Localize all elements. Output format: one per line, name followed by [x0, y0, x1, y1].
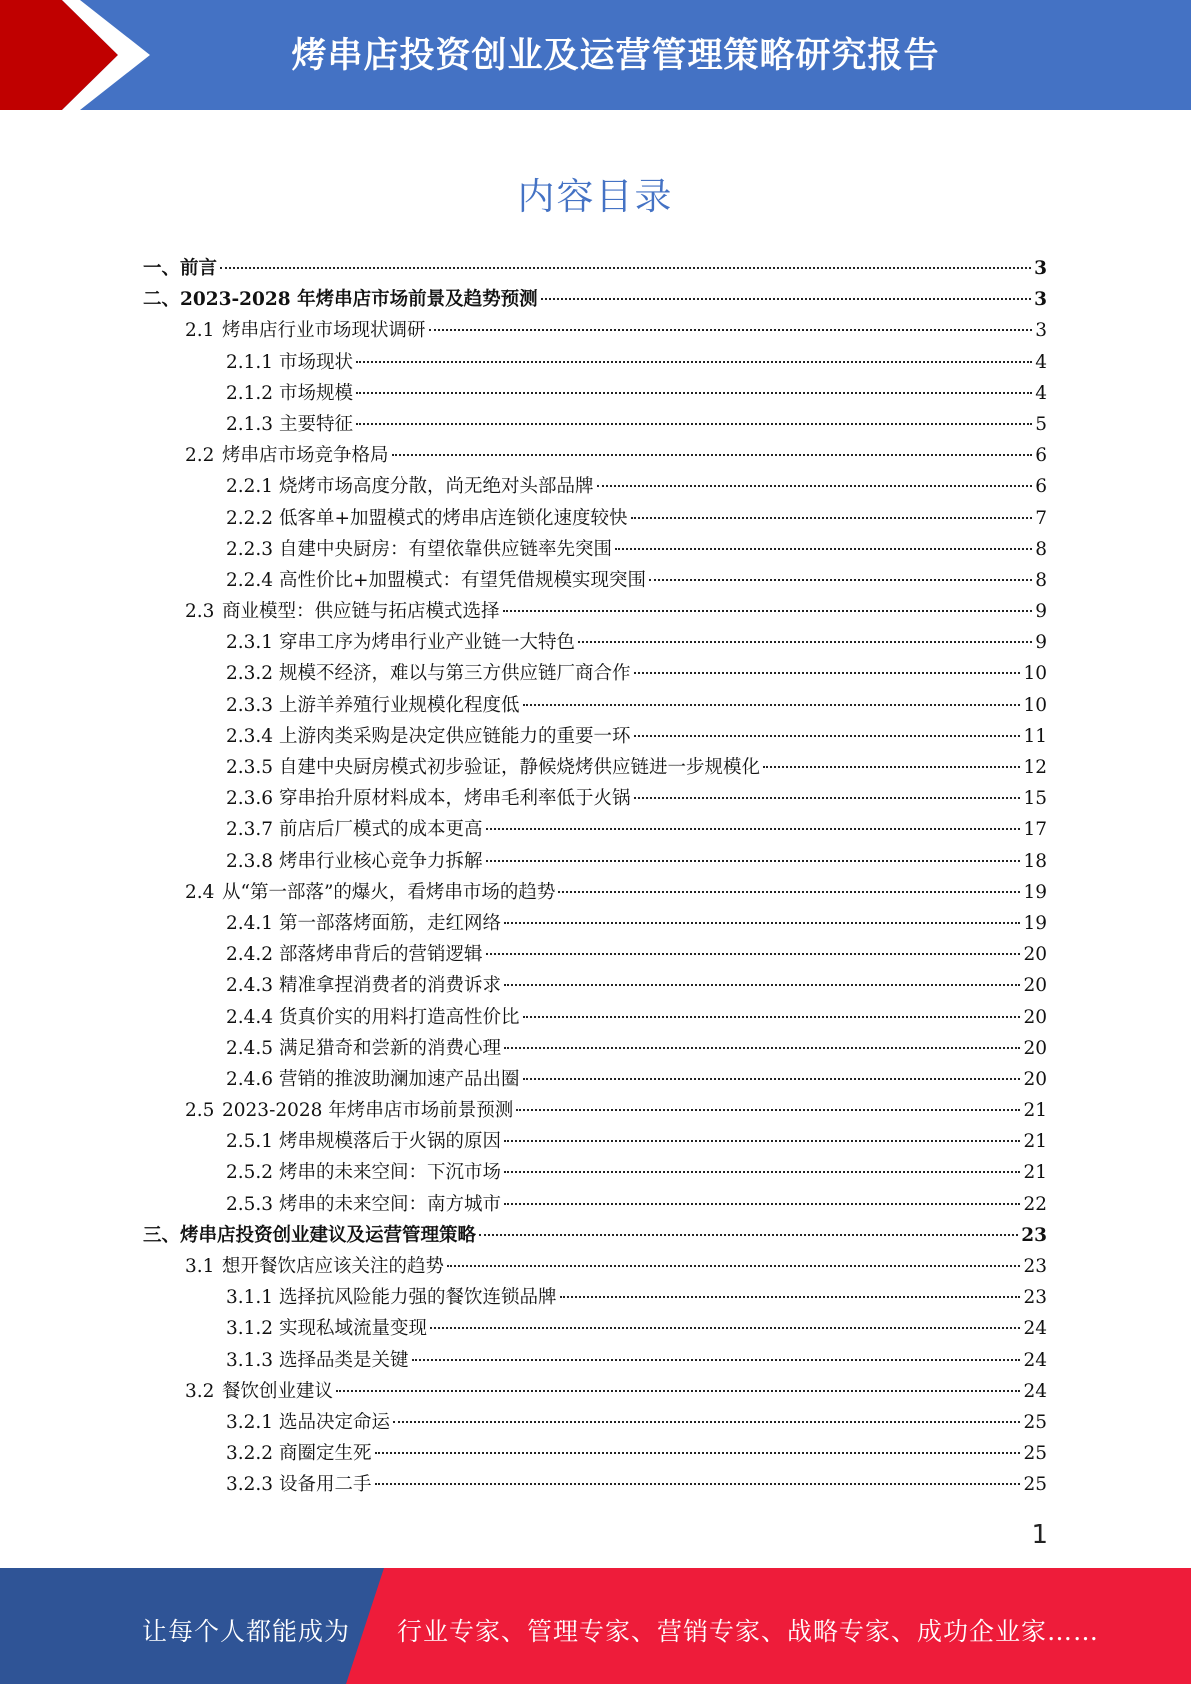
- toc-entry-number: 2.3.4: [226, 725, 274, 747]
- header-banner: [0, 0, 1191, 110]
- toc-entry-page: 23: [1021, 1224, 1047, 1246]
- toc-entry[interactable]: [143, 628, 1047, 659]
- toc-entry-page: 3: [1034, 289, 1047, 311]
- toc-entry-title: 上游肉类采购是决定供应链能力的重要一环: [279, 725, 631, 747]
- toc-entry-page: 10: [1023, 694, 1047, 716]
- toc-entry-page: 10: [1023, 663, 1047, 685]
- toc-entry-title: 设备用二手: [279, 1474, 372, 1496]
- toc-entry[interactable]: [143, 1470, 1047, 1501]
- dot-leader: [336, 1390, 1020, 1392]
- toc-entry[interactable]: [143, 1096, 1047, 1127]
- toc-entry-page: 21: [1023, 1131, 1047, 1153]
- dot-leader: [393, 1421, 1020, 1423]
- page-number: 1: [1031, 1520, 1048, 1550]
- dot-leader: [486, 953, 1021, 955]
- dot-leader: [479, 1234, 1018, 1236]
- toc-entry-title: 第一部落烤面筋，走红网络: [279, 912, 502, 934]
- toc-entry-page: 25: [1023, 1474, 1047, 1496]
- footer-slogan-left: 让每个人都能成为: [142, 1617, 351, 1646]
- dot-leader: [578, 641, 1032, 643]
- toc-entry-title: 烤串行业核心竞争力拆解: [279, 850, 483, 872]
- dot-leader: [504, 1203, 1020, 1205]
- toc-entry-number: 2.5: [185, 1100, 215, 1122]
- toc-entry-page: 23: [1023, 1256, 1047, 1277]
- toc-entry-title: 烤串的未来空间：南方城市: [279, 1193, 502, 1215]
- toc-entry-page: 6: [1035, 445, 1047, 467]
- toc-entry-title: 选品决定命运: [279, 1411, 391, 1433]
- toc-entry[interactable]: [143, 815, 1047, 846]
- toc-entry-number: 2.2: [185, 445, 215, 467]
- toc-entry[interactable]: [143, 940, 1047, 971]
- toc-entry[interactable]: [143, 753, 1047, 784]
- toc-entry[interactable]: [143, 254, 1047, 285]
- toc-entry-number: 2.4.3: [226, 975, 274, 997]
- toc-entry-number: 2.1.2: [226, 382, 274, 404]
- toc-entry-title: 满足猎奇和尝新的消费心理: [279, 1037, 502, 1059]
- dot-leader: [523, 1016, 1021, 1018]
- toc-entry-title: 餐饮创业建议: [222, 1380, 334, 1402]
- toc-entry-title: 低客单+加盟模式的烤串店连锁化速度较快: [279, 507, 628, 529]
- dot-leader: [615, 548, 1032, 550]
- dot-leader: [504, 1140, 1020, 1142]
- toc-entry-page: 22: [1023, 1193, 1047, 1215]
- toc-entry[interactable]: [143, 1065, 1047, 1096]
- toc-entry-page: 8: [1035, 569, 1047, 591]
- toc-entry[interactable]: [143, 1314, 1047, 1345]
- toc-entry-number: 3.2.1: [226, 1411, 274, 1433]
- toc-entry-title: 营销的推波助澜加速产品出圈: [279, 1068, 520, 1090]
- toc-entry-page: 25: [1023, 1443, 1047, 1465]
- dot-leader: [634, 672, 1021, 674]
- dot-leader: [504, 984, 1020, 986]
- toc-entry-number: 2.4: [185, 881, 215, 903]
- toc-entry-page: 12: [1023, 757, 1047, 778]
- toc-entry[interactable]: [143, 1221, 1047, 1252]
- dot-leader: [447, 1265, 1020, 1267]
- toc-entry-number: 2.4.5: [226, 1037, 274, 1059]
- toc-entry[interactable]: [143, 1283, 1047, 1314]
- toc-entry-number: 二、: [143, 289, 181, 311]
- dot-leader: [597, 485, 1033, 487]
- toc-entry-number: 2.5.1: [226, 1131, 274, 1153]
- toc-entry-title: 想开餐饮店应该关注的趋势: [222, 1256, 445, 1277]
- toc-entry[interactable]: [143, 1377, 1047, 1408]
- toc-entry-title: 部落烤串背后的营销逻辑: [279, 944, 483, 966]
- toc-entry-number: 2.3.2: [226, 663, 274, 685]
- toc-entry-title: 货真价实的用料打造高性价比: [279, 1006, 520, 1028]
- toc-entry-title: 2023-2028 年烤串店市场前景及趋势预测: [180, 289, 538, 311]
- toc-entry-title: 烤串店投资创业建议及运营管理策略: [180, 1224, 477, 1246]
- toc-entry-page: 4: [1035, 382, 1047, 404]
- toc-entry[interactable]: [143, 504, 1047, 535]
- toc-entry-page: 20: [1023, 1006, 1047, 1028]
- toc-entry[interactable]: [143, 1034, 1047, 1065]
- toc-entry[interactable]: [143, 535, 1047, 566]
- toc-entry-page: 9: [1035, 632, 1047, 654]
- toc-entry-page: 6: [1035, 476, 1047, 498]
- dot-leader: [412, 1359, 1021, 1361]
- toc-entry-title: 烤串的未来空间：下沉市场: [279, 1162, 502, 1184]
- toc-entry-number: 3.2: [185, 1380, 215, 1402]
- dot-leader: [560, 1296, 1021, 1298]
- dot-leader: [220, 267, 1031, 269]
- toc-entry[interactable]: [143, 379, 1047, 410]
- toc-entry-number: 2.3.5: [226, 757, 274, 778]
- toc-entry[interactable]: [143, 971, 1047, 1002]
- toc-entry-number: 2.1.1: [226, 351, 274, 373]
- report-title: 烤串店投资创业及运营管理策略研究报告: [291, 36, 940, 76]
- toc-entry-title: 实现私域流量变现: [279, 1318, 428, 1340]
- toc-entry-title: 烤串店市场竞争格局: [222, 445, 389, 467]
- toc-entry-title: 精准拿捏消费者的消费诉求: [279, 975, 502, 997]
- dot-leader: [356, 361, 1032, 363]
- toc-entry[interactable]: [143, 1346, 1047, 1377]
- toc-entry-number: 2.1: [185, 320, 215, 342]
- toc-entry-title: 穿串工序为烤串行业产业链一大特色: [279, 632, 576, 654]
- toc-entry-title: 选择抗风险能力强的餐饮连锁品牌: [279, 1287, 557, 1309]
- toc-entry-number: 3.2.3: [226, 1474, 274, 1496]
- dot-leader: [516, 1109, 1020, 1111]
- toc-entry-number: 2.2.2: [226, 507, 274, 529]
- toc-entry-page: 18: [1023, 850, 1047, 872]
- toc-entry-number: 2.2.4: [226, 569, 274, 591]
- toc-entry[interactable]: [143, 441, 1047, 472]
- toc-entry-number: 一、: [143, 258, 181, 279]
- dot-leader: [392, 454, 1033, 456]
- toc-entry-title: 高性价比+加盟模式：有望凭借规模实现突围: [279, 569, 647, 591]
- toc-entry-page: 4: [1035, 351, 1047, 373]
- toc-entry[interactable]: [143, 784, 1047, 815]
- toc-entry-number: 2.3.6: [226, 788, 274, 810]
- toc-entry-number: 2.5.3: [226, 1193, 274, 1215]
- toc-entry[interactable]: [143, 1158, 1047, 1189]
- toc-entry-page: 8: [1035, 538, 1047, 560]
- dot-leader: [523, 1078, 1021, 1080]
- toc-entry-page: 11: [1023, 725, 1047, 747]
- toc-entry-page: 20: [1023, 1068, 1047, 1090]
- toc-entry-page: 24: [1023, 1318, 1047, 1340]
- toc-entry-page: 5: [1035, 413, 1047, 435]
- toc-entry-title: 市场现状: [279, 351, 354, 373]
- toc-entry-page: 19: [1023, 912, 1047, 934]
- toc-entry[interactable]: [143, 472, 1047, 503]
- toc-entry-title: 商业模型：供应链与拓店模式选择: [222, 601, 500, 623]
- dot-leader: [631, 517, 1033, 519]
- toc-entry[interactable]: [143, 1127, 1047, 1158]
- toc-entry-title: 主要特征: [279, 413, 354, 435]
- toc-entry-page: 9: [1035, 601, 1047, 623]
- dot-leader: [523, 704, 1021, 706]
- toc-entry-title: 选择品类是关键: [279, 1349, 409, 1371]
- toc-entry-number: 3.1.2: [226, 1318, 274, 1340]
- toc-entry[interactable]: [143, 878, 1047, 909]
- toc-entry-page: 3: [1035, 320, 1047, 342]
- footer-slogan-right: 行业专家、管理专家、营销专家、战略专家、成功企业家……: [397, 1617, 1100, 1646]
- toc-entry-page: 21: [1023, 1162, 1047, 1184]
- dot-leader: [634, 797, 1021, 799]
- toc-entry-number: 3.1.3: [226, 1349, 274, 1371]
- dot-leader: [486, 828, 1021, 830]
- toc-entry-page: 7: [1035, 507, 1047, 529]
- toc-entry[interactable]: [143, 597, 1047, 628]
- dot-leader: [504, 922, 1020, 924]
- toc-entry-title: 自建中央厨房模式初步验证，静候烧烤供应链进一步规模化: [279, 757, 761, 778]
- dot-leader: [558, 891, 1020, 893]
- toc-entry-number: 2.1.3: [226, 413, 274, 435]
- toc-entry-title: 上游羊养殖行业规模化程度低: [279, 694, 520, 716]
- toc-entry-page: 25: [1023, 1411, 1047, 1433]
- toc-entry-page: 20: [1023, 1037, 1047, 1059]
- toc-entry-number: 2.3: [185, 601, 215, 623]
- toc-entry-title: 2023-2028 年烤串店市场前景预测: [222, 1100, 514, 1122]
- toc-entry-page: 23: [1023, 1287, 1047, 1309]
- dot-leader: [634, 735, 1021, 737]
- dot-leader: [541, 298, 1032, 300]
- toc-entry-number: 3.1: [185, 1256, 215, 1277]
- dot-leader: [503, 610, 1033, 612]
- toc-entry[interactable]: [143, 659, 1047, 690]
- toc-entry-page: 20: [1023, 975, 1047, 997]
- toc-entry-number: 2.3.7: [226, 819, 274, 841]
- toc-entry-number: 2.4.6: [226, 1068, 274, 1090]
- toc-entry[interactable]: [143, 285, 1047, 316]
- toc-entry-page: 24: [1023, 1380, 1047, 1402]
- toc-entry-number: 2.2.3: [226, 538, 274, 560]
- toc-entry-title: 从“第一部落”的爆火，看烤串市场的趋势: [222, 881, 556, 903]
- toc-entry[interactable]: [143, 1439, 1047, 1470]
- toc-entry[interactable]: [143, 1252, 1047, 1283]
- toc-entry-number: 2.4.1: [226, 912, 274, 934]
- toc-entry-number: 2.4.4: [226, 1006, 274, 1028]
- toc-entry[interactable]: [143, 1408, 1047, 1439]
- toc-entry[interactable]: [143, 722, 1047, 753]
- toc-entry[interactable]: [143, 1003, 1047, 1034]
- toc-entry-title: 自建中央厨房：有望依靠供应链率先突围: [279, 538, 613, 560]
- toc-entry-number: 2.4.2: [226, 944, 274, 966]
- toc-entry-title: 规模不经济，难以与第三方供应链厂商合作: [279, 663, 631, 685]
- table-of-contents: [143, 254, 1047, 1502]
- toc-entry-title: 烧烤市场高度分散，尚无绝对头部品牌: [279, 476, 594, 498]
- toc-entry-title: 前言: [180, 258, 218, 279]
- dot-leader: [763, 766, 1020, 768]
- toc-entry-page: 3: [1034, 258, 1047, 279]
- toc-entry-page: 20: [1023, 944, 1047, 966]
- dot-leader: [486, 860, 1021, 862]
- toc-entry-number: 3.2.2: [226, 1443, 274, 1465]
- toc-entry-page: 24: [1023, 1349, 1047, 1371]
- toc-entry-number: 2.3.1: [226, 632, 274, 654]
- toc-entry-title: 烤串规模落后于火锅的原因: [279, 1131, 502, 1153]
- dot-leader: [504, 1171, 1020, 1173]
- dot-leader: [504, 1047, 1020, 1049]
- toc-entry[interactable]: [143, 691, 1047, 722]
- toc-entry[interactable]: [143, 566, 1047, 597]
- toc-entry[interactable]: [143, 1190, 1047, 1221]
- toc-heading: 内容目录: [517, 175, 674, 218]
- toc-entry[interactable]: [143, 847, 1047, 878]
- dot-leader: [356, 392, 1032, 394]
- toc-entry[interactable]: [143, 316, 1047, 347]
- dot-leader: [375, 1452, 1021, 1454]
- toc-entry-number: 2.3.3: [226, 694, 274, 716]
- toc-entry-number: 三、: [143, 1224, 181, 1246]
- toc-entry[interactable]: [143, 348, 1047, 379]
- toc-entry-page: 19: [1023, 881, 1047, 903]
- toc-entry-page: 15: [1023, 788, 1047, 810]
- dot-leader: [429, 329, 1033, 331]
- toc-entry-number: 2.3.8: [226, 850, 274, 872]
- toc-entry-title: 前店后厂模式的成本更高: [279, 819, 483, 841]
- toc-entry-title: 烤串店行业市场现状调研: [222, 320, 426, 342]
- dot-leader: [375, 1483, 1021, 1485]
- toc-entry-page: 21: [1023, 1100, 1047, 1122]
- toc-entry-title: 市场规模: [279, 382, 354, 404]
- dot-leader: [430, 1327, 1020, 1329]
- dot-leader: [649, 579, 1032, 581]
- toc-entry-number: 2.2.1: [226, 476, 274, 498]
- toc-entry-title: 穿串抬升原材料成本，烤串毛利率低于火锅: [279, 788, 631, 810]
- dot-leader: [356, 423, 1032, 425]
- footer-banner: [0, 1568, 1191, 1684]
- toc-entry-title: 商圈定生死: [279, 1443, 372, 1465]
- toc-entry-number: 3.1.1: [226, 1287, 274, 1309]
- toc-entry[interactable]: [143, 410, 1047, 441]
- toc-entry-number: 2.5.2: [226, 1162, 274, 1184]
- toc-entry[interactable]: [143, 909, 1047, 940]
- toc-entry-page: 17: [1023, 819, 1047, 841]
